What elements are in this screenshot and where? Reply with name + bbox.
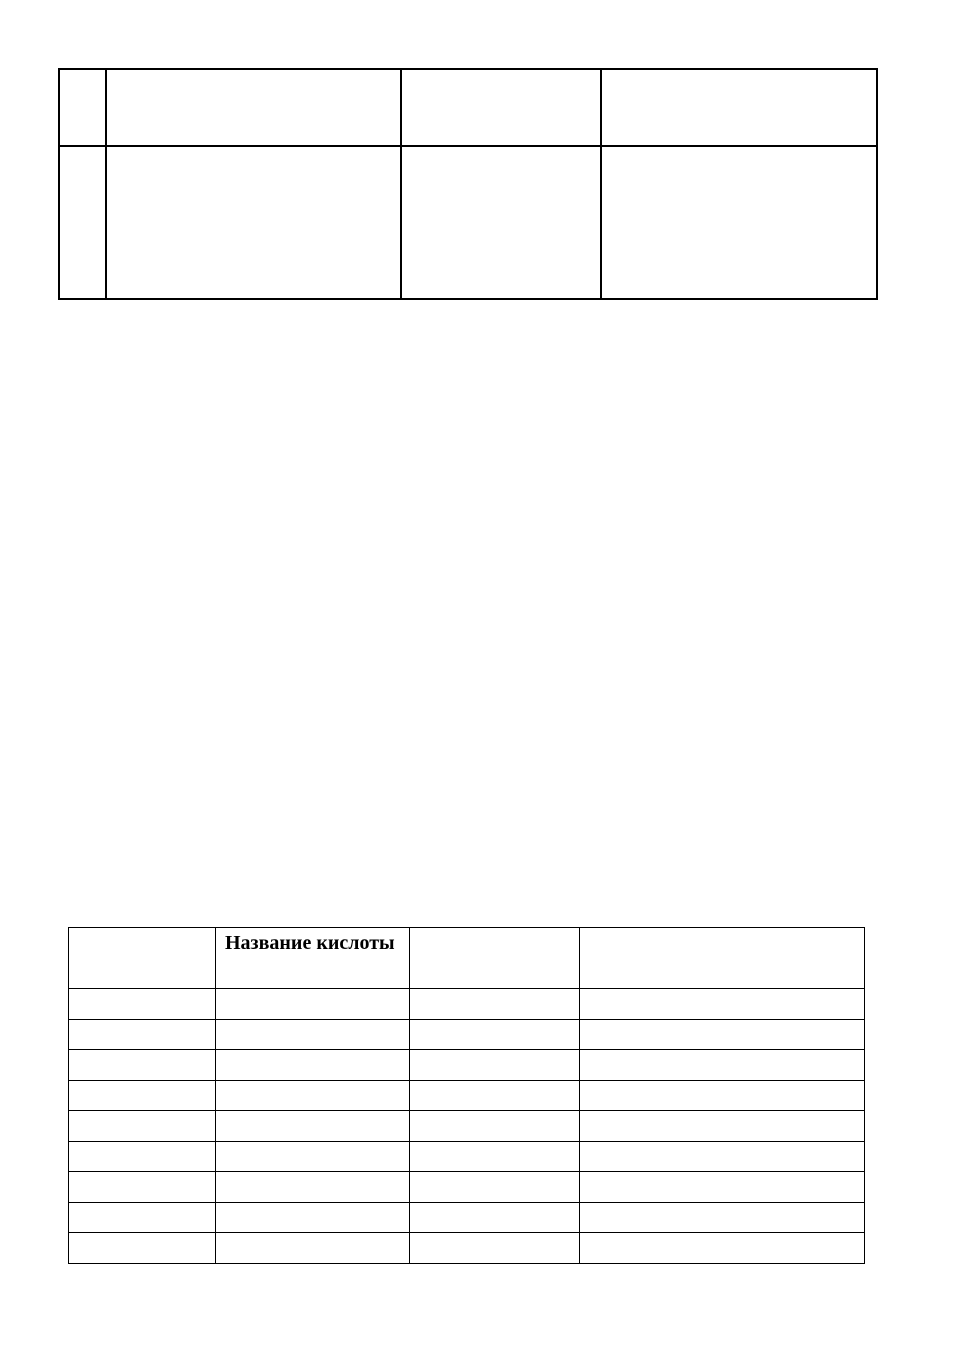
table-cell [216,1080,410,1111]
table-row [69,1019,865,1050]
table-cell [59,146,106,299]
acid-name-heading: Название кислоты [225,932,395,954]
table-cell [106,69,401,146]
table-cell [69,1233,216,1264]
table-cell [106,146,401,299]
table-cell [580,1019,865,1050]
table-cell [69,989,216,1020]
table-cell [216,989,410,1020]
table-cell [580,1141,865,1172]
table-cell [69,1050,216,1081]
header-cell-acid-name [216,928,410,989]
table-cell [410,1111,580,1142]
table-cell [216,1233,410,1264]
table-cell [601,146,877,299]
table-cell [401,69,601,146]
table-cell [216,1019,410,1050]
table-row [69,1202,865,1233]
table-row [69,1141,865,1172]
header-cell-text [580,928,864,931]
table-row [59,69,877,146]
table-cell [216,1141,410,1172]
table-row [69,1050,865,1081]
top-table [58,68,878,300]
header-cell [580,928,865,989]
table-row [69,1172,865,1203]
table-cell [580,1202,865,1233]
table-cell [69,1141,216,1172]
table-row [69,989,865,1020]
table-cell [410,1202,580,1233]
table-row [59,146,877,299]
table-cell [580,1233,865,1264]
table-cell [59,69,106,146]
table-cell [69,1202,216,1233]
table-row [69,1080,865,1111]
table-cell [410,1019,580,1050]
table-cell [601,69,877,146]
table-cell [580,1080,865,1111]
acids-table [68,927,865,1264]
table-cell [410,1172,580,1203]
table-cell [69,1019,216,1050]
table-cell [216,1111,410,1142]
table-cell [410,1141,580,1172]
table-cell [216,1172,410,1203]
table-cell [69,1172,216,1203]
table-cell [69,1080,216,1111]
table-cell [410,1050,580,1081]
table-cell [216,1202,410,1233]
table-cell [410,989,580,1020]
table-cell [401,146,601,299]
header-cell [69,928,216,989]
table-cell [410,1233,580,1264]
table-row [69,1233,865,1264]
table-row [69,1111,865,1142]
table-cell [216,1050,410,1081]
header-cell [410,928,580,989]
table-cell [580,1172,865,1203]
header-cell-text [69,928,215,931]
table-cell [410,1080,580,1111]
table-cell [580,989,865,1020]
table-cell [580,1050,865,1081]
table-cell [69,1111,216,1142]
table-header-row [69,928,865,989]
header-cell-text [410,928,579,931]
table-cell [580,1111,865,1142]
